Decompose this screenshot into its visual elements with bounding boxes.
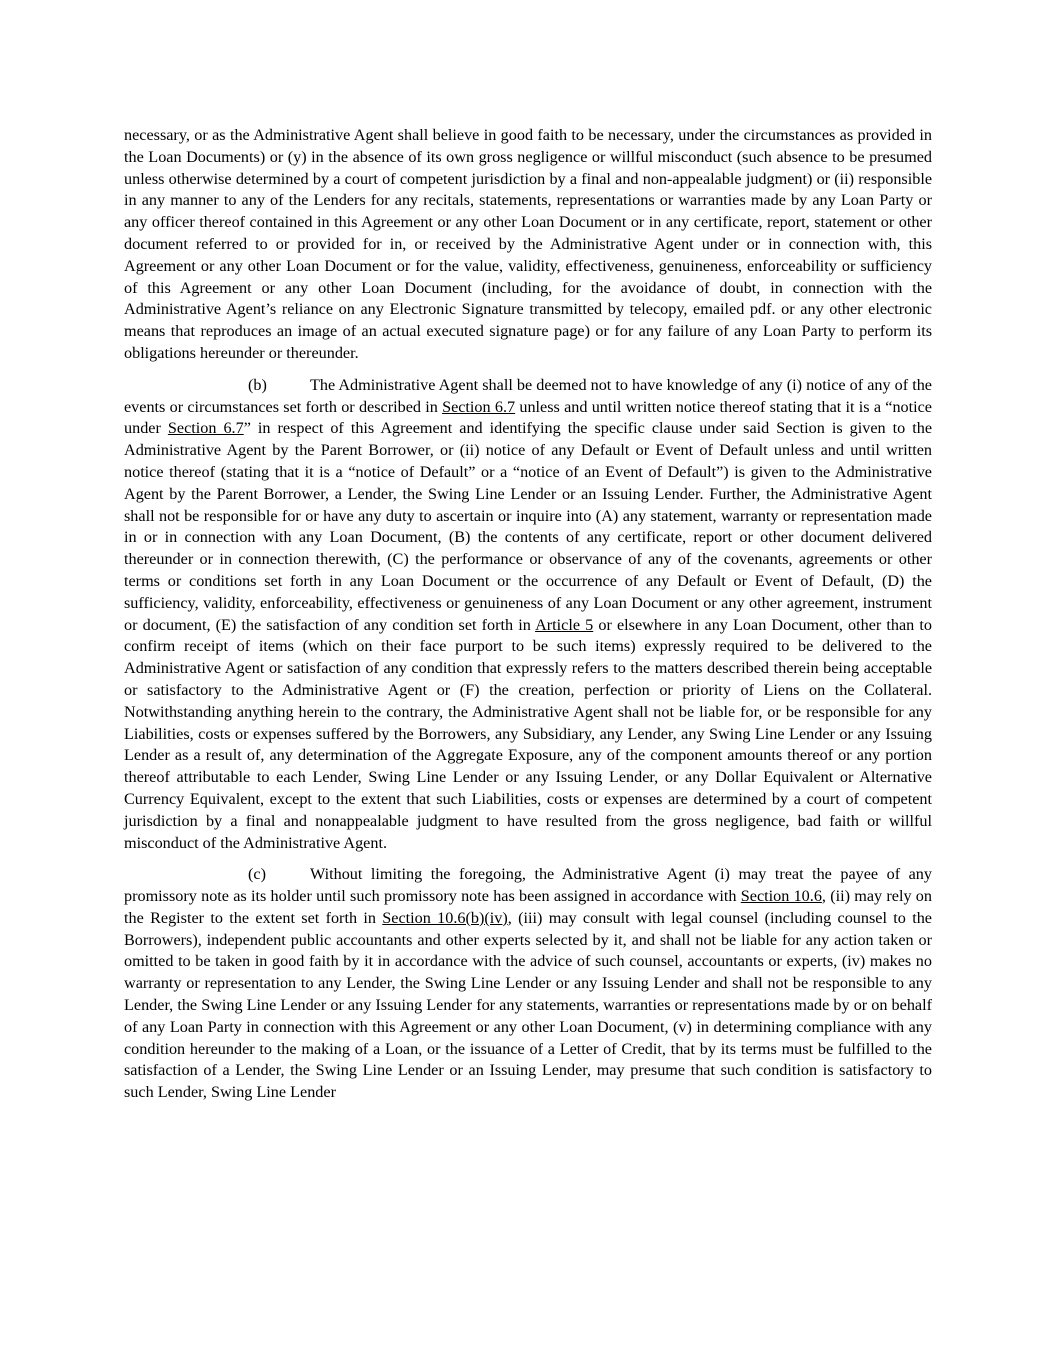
document-page: [124, 125, 932, 1114]
paragraph-text: ” in respect of this Agreement and identifying the specific clause under said Section is given to the Administrative Agent by the Parent Borrower, or (ii) notice of any Default or Event of Default unless and until written notice thereof (stating that it is a “notice of Default” or a “notice of an Event of Default”) is given to the Administrative Agent by the Parent Borrower, a Lender, the Swing Line Lender or an Issuing Lender. Further, the Administrative Agent shall not be responsible for or have any duty to ascertain or inquire into (A) any statement, warranty or representation made in or in connection with any Loan Document, (B) the contents of any certificate, report or other document delivered thereunder or in connection therewith, (C) the performance or observance of any of the covenants, agreements or other terms or conditions set forth in any Loan Document or the occurrence of any Default or Event of Default, (D) the sufficiency, validity, enforceability, effectiveness or genuineness of any Loan Document or any other agreement, instrument or document, (E) the satisfaction of any condition set forth in: [124, 419, 933, 634]
section-reference: Section 6.7: [167, 419, 244, 438]
paragraph-b: [124, 375, 932, 855]
paragraph-text: The Administrative Agent shall be deemed not to have knowledge of any (i) notice of any of the events or circumstances set forth or described in: [124, 375, 932, 416]
paragraph-text: or elsewhere in any Loan Document, other than to confirm receipt of items (which on their face purport to be such items) expressly required to be delivered to the Administrative Agent or satisfaction of any condition that expressly refers to the matters described therein being acceptable or satisfactory to the Administrative Agent or (F) the creation, perfection or priority of Liens on the Collateral. Notwithstanding anything herein to the contrary, the Administrative Agent shall not be liable for, or be responsible for any Liabilities, costs or expenses suffered by the Borrowers, any Subsidiary, any Lender, any Swing Line Lender or any Issuing Lender as a result of, any determination of the Aggregate Exposure, any of the component amounts thereof or any portion thereof attributable to each Lender, Swing Line Lender or any Issuing Lender, or any Dollar Equivalent or Alternative Currency Equivalent, except to the extent that such Liabilities, costs or expenses are determined by a court of competent jurisdiction by a final and nonappealable judgment to have resulted from the gross negligence, bad faith or willful misconduct of the Administrative Agent.: [124, 615, 932, 852]
article-reference: Article 5: [535, 615, 594, 634]
paragraph-c: [124, 864, 932, 1104]
section-reference: Section 10.6: [740, 887, 822, 906]
paragraph-text: Without limiting the foregoing, the Administrative Agent (i) may treat the payee of any promissory note as its holder until such promissory note has been assigned in accordance with: [124, 865, 932, 906]
paragraph-text: necessary, or as the Administrative Agent shall believe in good faith to be necessary, under the circumstances as provided in the Loan Documents) or (y) in the absence of its own gross negligence or willful misconduct (such absence to be presumed unless otherwise determined by a court of competent jurisdiction by a final and non-appealable judgment) or (ii) responsible in any manner to any of the Lenders for any recitals, statements, representations or warranties made by any Loan Party or any officer thereof contained in this Agreement or any other Loan Document or in any certificate, report, statement or other document referred to or provided for in, or received by the Administrative Agent under or in connection with, this Agreement or any other Loan Document or for the value, validity, effectiveness, genuineness, enforceability or sufficiency of this Agreement or any other Loan Document (including, for the avoidance of doubt, in connection with the Administrative Agent’s reliance on any Electronic Signature transmitted by telecopy, emailed pdf. or any other electronic means that reproduces an image of an actual executed signature page) or for any failure of any Loan Party to perform its obligations hereunder or thereunder.: [124, 126, 932, 362]
paragraph-text: , (ii) may rely on the Register to the extent set forth in: [124, 887, 932, 927]
section-reference: Section 6.7: [442, 397, 516, 416]
section-reference: Section 10.6(b)(iv): [382, 908, 508, 927]
clause-label-b: (b): [248, 375, 267, 394]
paragraph-text: , (iii) may consult with legal counsel (including counsel to the Borrowers), independent public accountants and other experts selected by it, and shall not be liable for any action taken or omitted to be taken in good faith by it in accordance with the advice of such counsel, accountants or experts, (iv) makes no warranty or representation to any Lender, the Swing Line Lender or any Issuing Lender and shall not be responsible to any Lender, the Swing Line Lender or any Issuing Lender for any statements, warranties or representations made by or on behalf of any Loan Party in connection with this Agreement or any other Loan Document, (v) in determining compliance with any condition hereunder to the making of a Loan, or the issuance of a Letter of Credit, that by its terms must be fulfilled to the satisfaction of a Lender, the Swing Line Lender or an Issuing Lender, may presume that such condition is satisfactory to such Lender, Swing Line Lender: [124, 908, 932, 1102]
clause-label-c: (c): [248, 865, 266, 884]
paragraph-a-continuation: [124, 125, 932, 365]
paragraph-text: unless and until written notice thereof stating that it is a “notice under: [124, 397, 932, 438]
